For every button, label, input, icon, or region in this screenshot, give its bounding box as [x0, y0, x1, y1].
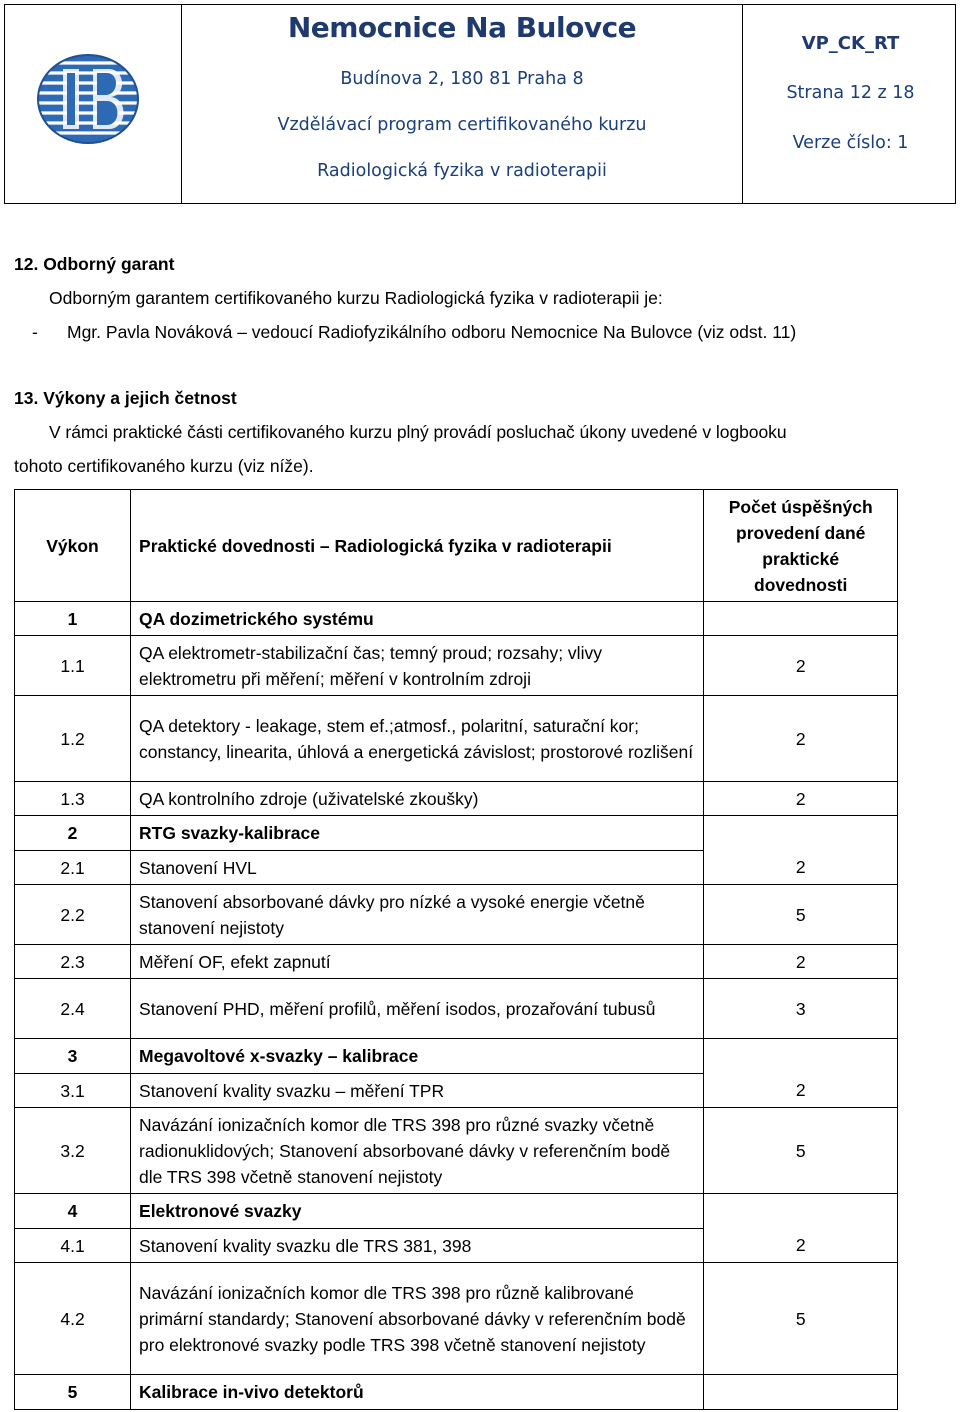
row-count	[704, 1375, 898, 1410]
hospital-nb-logo	[33, 49, 143, 145]
row-text: RTG svazky-kalibrace	[131, 816, 704, 851]
row-count: 2	[704, 782, 898, 816]
row-text: Stanovení HVL	[131, 851, 704, 885]
row-count: 2	[704, 696, 898, 782]
table-row	[15, 885, 898, 945]
row-count	[704, 816, 898, 851]
row-text: Měření OF, efekt zapnutí	[131, 945, 704, 979]
table-row	[15, 1375, 898, 1410]
section-12-bullet: Mgr. Pavla Nováková – vedoucí Radiofyzikálního odboru Nemocnice Na Bulovce (viz odst. 11)	[67, 322, 797, 342]
hospital-name: Nemocnice Na Bulovce	[287, 11, 637, 44]
table-row	[15, 945, 898, 979]
row-number: 2	[15, 816, 131, 851]
row-text: Megavoltové x-svazky – kalibrace	[131, 1039, 704, 1074]
row-number: 4.2	[15, 1263, 131, 1375]
row-text: Navázání ionizačních komor dle TRS 398 pro různě kalibrované primární standardy; Stanovení absorbované dávky v referenčním bodě pro elektronové svazky podle TRS 398 včetně stanovení nejistoty	[131, 1263, 704, 1375]
table-row	[15, 1108, 898, 1194]
table-row	[15, 1229, 898, 1263]
column-header: Praktické dovednosti – Radiologická fyzika v radioterapii	[131, 490, 704, 602]
row-count: 2	[704, 1074, 898, 1108]
header-divider	[181, 5, 182, 203]
row-count: 2	[704, 851, 898, 885]
section-13-heading: 13. Výkony a jejich četnost	[14, 388, 237, 408]
table-row	[15, 782, 898, 816]
hospital-address: Budínova 2, 180 81 Praha 8	[340, 69, 584, 89]
table-row	[15, 979, 898, 1039]
row-number: 2.3	[15, 945, 131, 979]
header-divider	[742, 5, 743, 203]
page-number: Strana 12 z 18	[786, 83, 915, 103]
row-count: 3	[704, 979, 898, 1039]
document-header	[4, 4, 956, 204]
row-text: Stanovení kvality svazku – měření TPR	[131, 1074, 704, 1108]
table-header-row	[15, 490, 898, 602]
row-text: QA elektrometr-stabilizační čas; temný proud; rozsahy; vlivy elektrometru při měření; měření v kontrolním zdroji	[131, 636, 704, 696]
row-text: QA dozimetrického systému	[131, 602, 704, 636]
row-text: Navázání ionizačních komor dle TRS 398 pro různé svazky včetně radionuklidových; Stanovení absorbované dávky v referenčním bodě dle TRS 398 včetně stanovení nejistoty	[131, 1108, 704, 1194]
row-text: QA detektory - leakage, stem ef.;atmosf., polaritní, saturační kor; constancy, linearita, úhlová a energetická závislost; prostorové rozlišení	[131, 696, 704, 782]
table-row	[15, 1194, 898, 1229]
bullet-dash: -	[32, 322, 38, 342]
row-number: 1.2	[15, 696, 131, 782]
row-number: 3.1	[15, 1074, 131, 1108]
row-count	[704, 1039, 898, 1074]
row-count	[704, 602, 898, 636]
section-12-text: Odborným garantem certifikovaného kurzu Radiologická fyzika v radioterapii je:	[49, 288, 663, 308]
row-number: 2.4	[15, 979, 131, 1039]
row-count: 5	[704, 1263, 898, 1375]
column-header: Počet úspěšných provedení dané praktické dovednosti	[704, 490, 898, 602]
document-code: VP_CK_RT	[801, 33, 900, 54]
program-name: Vzdělávací program certifikovaného kurzu	[277, 115, 647, 135]
row-number: 2.1	[15, 851, 131, 885]
row-text: Kalibrace in-vivo detektorů	[131, 1375, 704, 1410]
row-number: 3	[15, 1039, 131, 1074]
row-number: 5	[15, 1375, 131, 1410]
column-header: Výkon	[15, 490, 131, 602]
row-number: 4.1	[15, 1229, 131, 1263]
section-13-text-cont: tohoto certifikovaného kurzu (viz níže).	[14, 456, 314, 476]
row-number: 1.3	[15, 782, 131, 816]
table-row	[15, 696, 898, 782]
table-row	[15, 816, 898, 851]
row-count: 2	[704, 945, 898, 979]
course-name: Radiologická fyzika v radioterapii	[317, 161, 607, 181]
row-count: 5	[704, 1108, 898, 1194]
row-number: 3.2	[15, 1108, 131, 1194]
row-count: 5	[704, 885, 898, 945]
row-text: QA kontrolního zdroje (uživatelské zkoušky)	[131, 782, 704, 816]
section-12-heading: 12. Odborný garant	[14, 254, 175, 274]
row-number: 4	[15, 1194, 131, 1229]
table-row	[15, 1263, 898, 1375]
table-row	[15, 602, 898, 636]
row-text: Stanovení kvality svazku dle TRS 381, 398	[131, 1229, 704, 1263]
row-number: 1	[15, 602, 131, 636]
section-13-text: V rámci praktické části certifikovaného kurzu plný provádí posluchač úkony uvedené v logbooku	[49, 422, 787, 442]
row-count	[704, 1194, 898, 1229]
row-text: Stanovení PHD, měření profilů, měření isodos, prozařování tubusů	[131, 979, 704, 1039]
row-count: 2	[704, 636, 898, 696]
row-number: 2.2	[15, 885, 131, 945]
row-text: Elektronové svazky	[131, 1194, 704, 1229]
table-row	[15, 1039, 898, 1074]
row-text: Stanovení absorbované dávky pro nízké a vysoké energie včetně stanovení nejistoty	[131, 885, 704, 945]
table-row	[15, 851, 898, 885]
version-number: Verze číslo: 1	[792, 133, 909, 153]
table-row	[15, 636, 898, 696]
row-number: 1.1	[15, 636, 131, 696]
table-row	[15, 1074, 898, 1108]
row-count: 2	[704, 1229, 898, 1263]
skills-table	[14, 489, 898, 1410]
